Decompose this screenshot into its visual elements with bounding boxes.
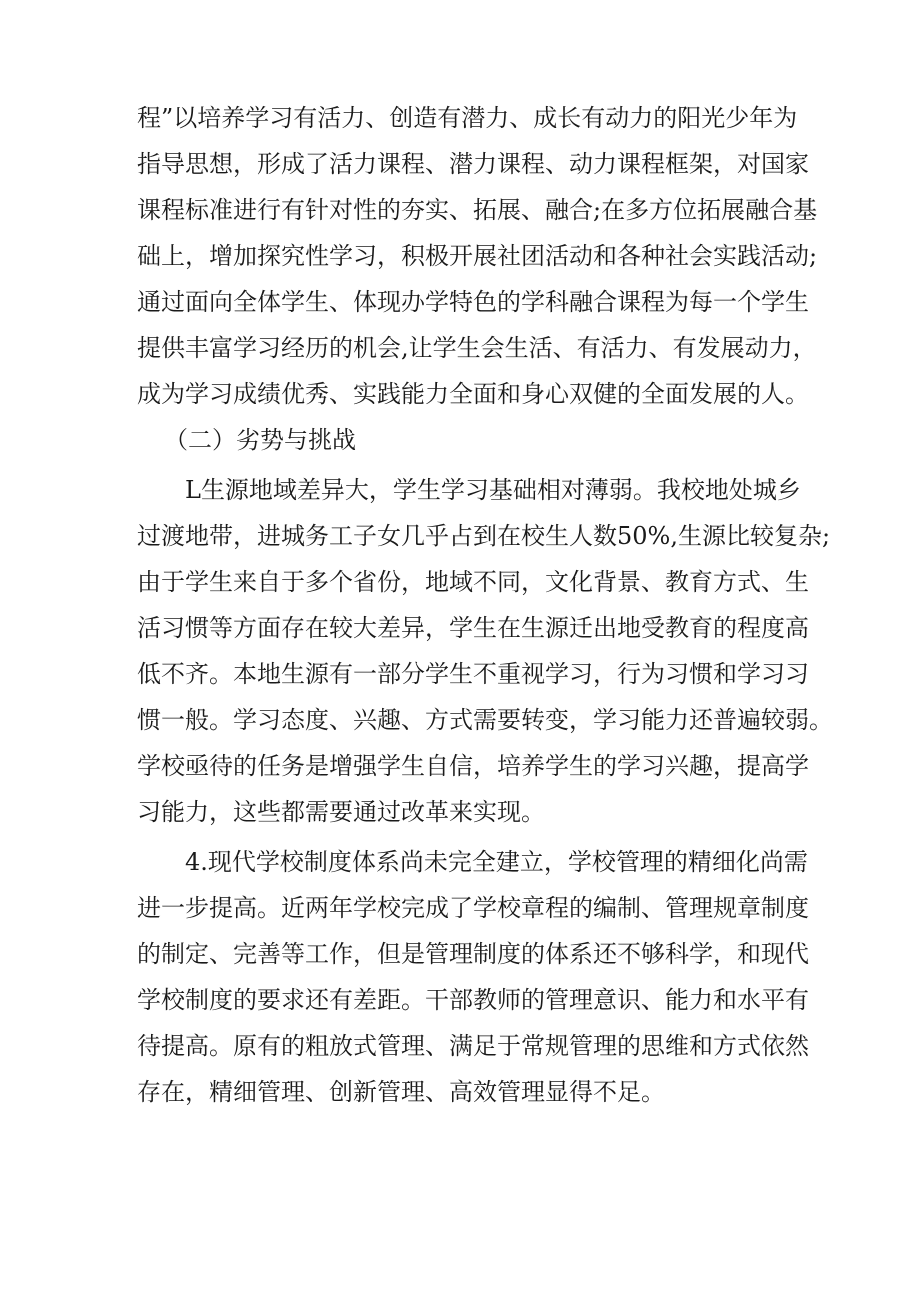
text-line: L生源地域差异大，学生学习基础相对薄弱。我校地处城乡: [185, 476, 801, 504]
text-line: 学校制度的要求还有差距。干部教师的管理意识、能力和水平有: [137, 986, 809, 1014]
text-line: 成为学习成绩优秀、实践能力全面和身心双健的全面发展的人。: [137, 380, 809, 408]
text-line: 课程标准进行有针对性的夯实、拓展、融合;在多方位拓展融合基: [137, 196, 818, 224]
text-line: 由于学生来自于多个省份，地域不同，文化背景、教育方式、生: [137, 568, 809, 596]
text-line: 提供丰富学习经历的机会,让学生会生活、有活力、有发展动力，: [137, 334, 817, 362]
text-line: 程”以培养学习有活力、创造有潜力、成长有动力的阳光少年为: [137, 104, 798, 132]
text-line: 过渡地带，进城务工子女几乎占到在校生人数50%,生源比较复杂;: [137, 522, 831, 550]
text-line: 低不齐。本地生源有一部分学生不重视学习，行为习惯和学习习: [137, 660, 809, 688]
text-line: 进一步提高。近两年学校完成了学校章程的编制、管理规章制度: [137, 894, 809, 922]
text-line: 指导思想，形成了活力课程、潜力课程、动力课程框架，对国家: [137, 150, 809, 178]
text-line: 待提高。原有的粗放式管理、满足于常规管理的思维和方式依然: [137, 1032, 809, 1060]
paragraph-school-system: [137, 848, 809, 1106]
section-heading: （二）劣势与挑战: [164, 426, 356, 454]
text-line: 通过面向全体学生、体现办学特色的学科融合课程为每一个学生: [137, 288, 809, 316]
text-line: 4.现代学校制度体系尚未完全建立，学校管理的精细化尚需: [185, 848, 808, 876]
text-line: 础上，增加探究性学习，积极开展社团活动和各种社会实践活动;: [137, 242, 818, 270]
text-line: 存在，精细管理、创新管理、高效管理显得不足。: [137, 1078, 665, 1106]
text-line: 的制定、完善等工作，但是管理制度的体系还不够科学，和现代: [137, 940, 809, 968]
document-page: [137, 104, 833, 1126]
text-line: 学校亟待的任务是增强学生自信，培养学生的学习兴趣，提高学: [137, 752, 809, 780]
paragraph-curriculum: [137, 104, 818, 408]
paragraph-student-source: [137, 476, 833, 826]
text-line: 习能力，这些都需要通过改革来实现。: [137, 798, 545, 826]
text-line: 活习惯等方面存在较大差异，学生在生源迁出地受教育的程度高: [137, 614, 809, 642]
text-line: 惯一般。学习态度、兴趣、方式需要转变，学习能力还普遍较弱。: [137, 706, 833, 734]
